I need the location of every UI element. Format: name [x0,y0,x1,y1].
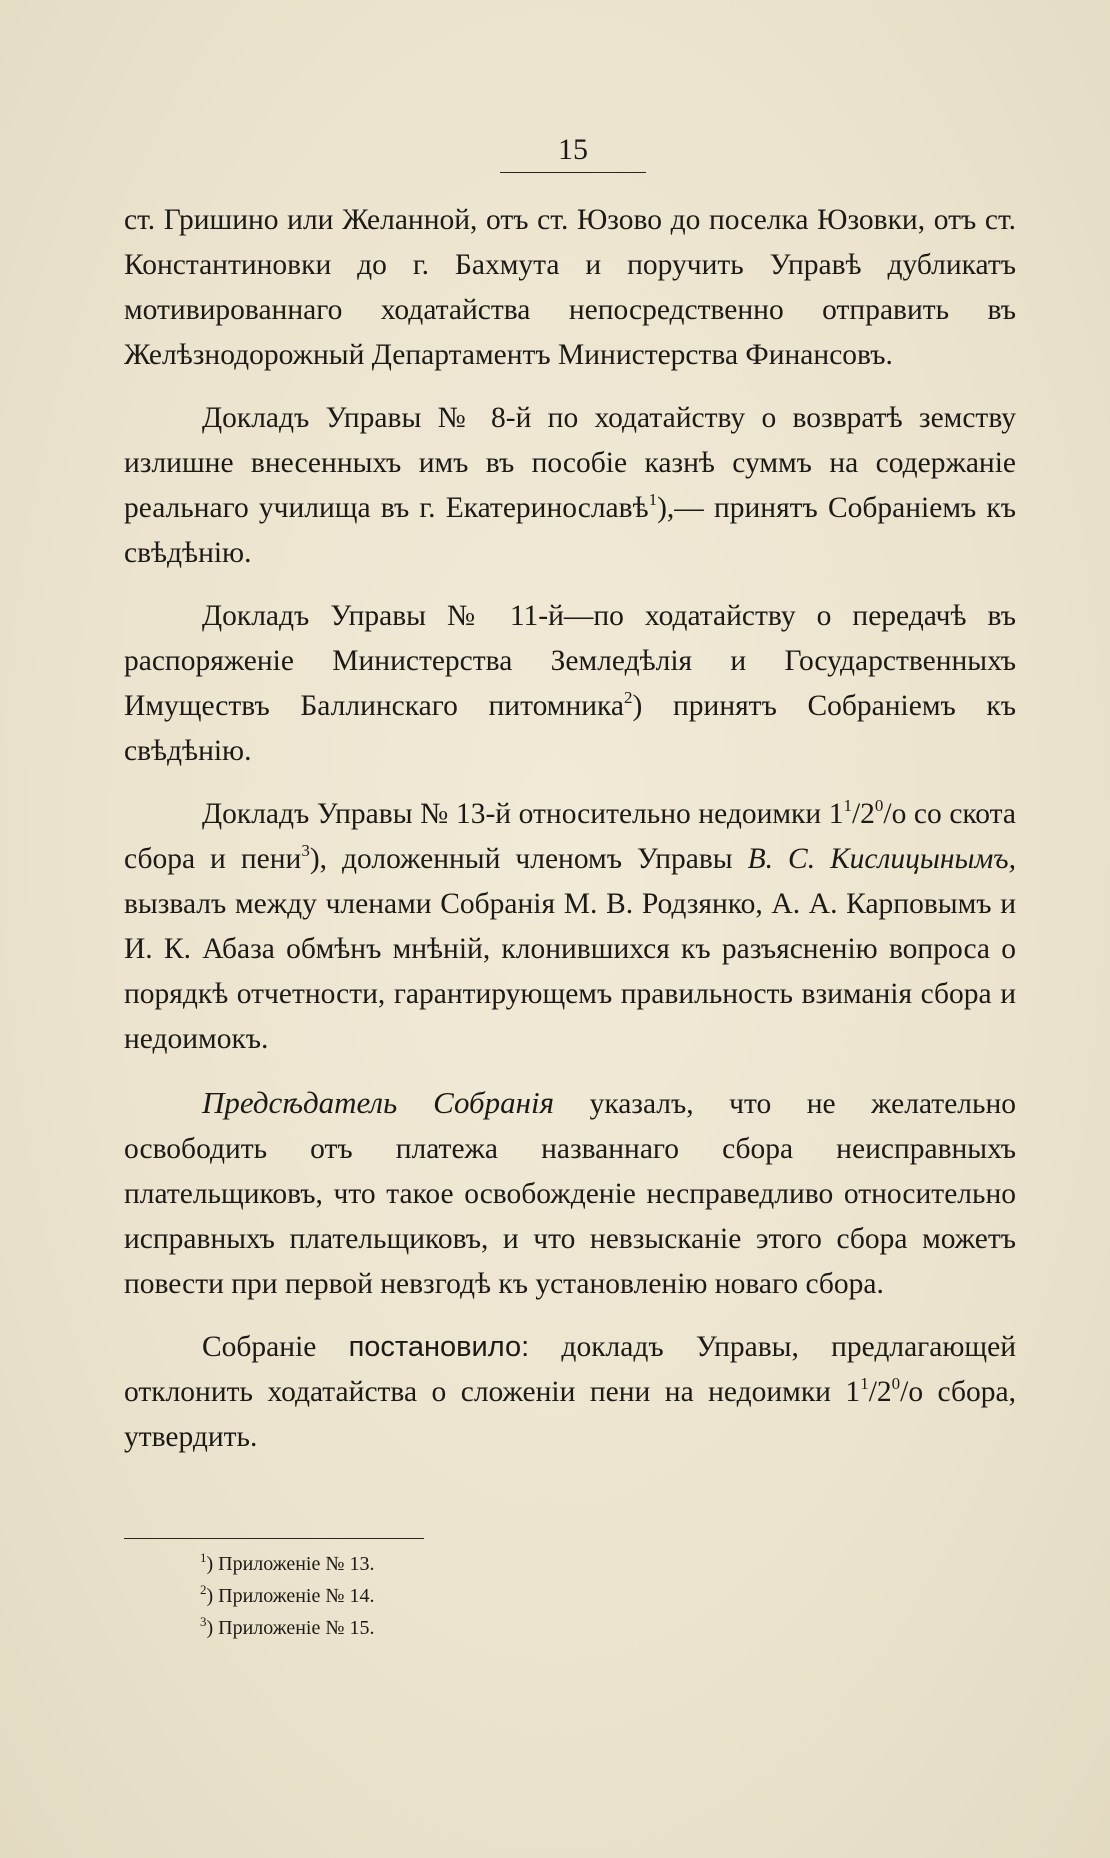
footnotes [200,1548,700,1644]
footnote-2 [200,1580,700,1612]
footnote-text: ) Приложеніе № 14. [206,1585,375,1607]
paragraph-text: ),— принятъ Собраніемъ къ свѣдѣнію. [124,492,1016,569]
page-number: 15 [558,133,588,166]
percent-sign-top: 0 [891,1374,901,1393]
paragraph-text: ст. Гришино или Желанной, отъ ст. Юзово до поселка Юзовки, отъ ст. Константиновки до г. Бахмута и поручить Управѣ дубликатъ мотивированнаго ходатайства непосредственно отправить въ Желѣзнодорожный Департаментъ Министерства Финансовъ. [124,204,1016,371]
paragraph-3 [124,594,1016,774]
paragraph-text: Докладъ Управы № 11-й—по ходатайству о передачѣ въ распоряженіе Министерства Земледѣлія и Государственныхъ Имуществъ Баллинскаго питомника [124,600,1016,722]
chairman-title: Предсѣдатель Собранія [202,1085,555,1120]
paragraph-text: ), доложенный членомъ Управы [309,843,748,875]
paragraph-text: докладъ Управы, предлагающей отклонить ходатайства о сложеніи пени на недоимки 1 [124,1331,1016,1408]
footnote-ref: 2 [624,688,633,707]
footnote-mark: 3 [200,1614,207,1629]
fraction-denominator: /2 [851,798,875,830]
paragraph-text: Докладъ Управы № 13-й относительно недоимки 1 [202,798,844,830]
footnote-text: ) Приложеніе № 13. [206,1553,375,1575]
page-number-rule [500,172,646,173]
paragraph-text: /o со скота сбора и пени [124,798,1016,875]
paragraph-text: Собраніе [202,1331,349,1363]
footnote-text: ) Приложеніе № 15. [206,1617,375,1639]
body-text [124,198,1016,1478]
footnote-1 [200,1548,700,1580]
paragraph-text: ) принятъ Собраніемъ къ свѣдѣнію. [124,690,1017,767]
paragraph-2 [124,396,1016,576]
footnote-mark: 1 [200,1550,207,1565]
footnote-ref: 3 [301,841,310,860]
resolution-word: постановило: [348,1331,530,1363]
fraction-numerator: 1 [860,1374,869,1393]
paragraph-text: вызвалъ между членами Собранія М. В. Родзянко, А. А. Карповымъ и И. К. Абаза обмѣнъ мнѣній, клонившихся къ разъясненію вопроса о порядкѣ отчетности, гарантирующемъ правильность взиманія сбора и недоимокъ. [124,888,1016,1055]
paragraph-text: /o сбора, утвердить. [124,1376,1016,1453]
footnote-mark: 2 [200,1582,207,1597]
fraction-numerator: 1 [843,796,852,815]
footnote-ref: 1 [648,490,658,509]
paragraph-5 [124,1080,1016,1307]
footnote-rule [124,1538,424,1539]
paragraph-6 [124,1325,1016,1460]
percent-sign-top: 0 [874,796,884,815]
member-name: В. С. Кислицынымъ, [747,843,1016,875]
paragraph-1 [124,198,1016,378]
paragraph-text: указалъ, что не желательно освободить отъ платежа названнаго сбора неисправныхъ плательщиковъ, что такое освобожденіе несправедливо относительно исправныхъ плательщиковъ, и что невзысканіе этого сбора можетъ повести при первой невзгодѣ къ установленію новаго сбора. [124,1088,1016,1300]
footnote-3 [200,1612,700,1644]
fraction-denominator: /2 [868,1376,892,1408]
paragraph-4 [124,792,1016,1062]
paragraph-text: Докладъ Управы № 8-й по ходатайству о возвратѣ земству излишне внесенныхъ имъ въ пособіе казнѣ суммъ на содержаніе реальнаго училища въ г. Екатеринославѣ [124,402,1016,524]
